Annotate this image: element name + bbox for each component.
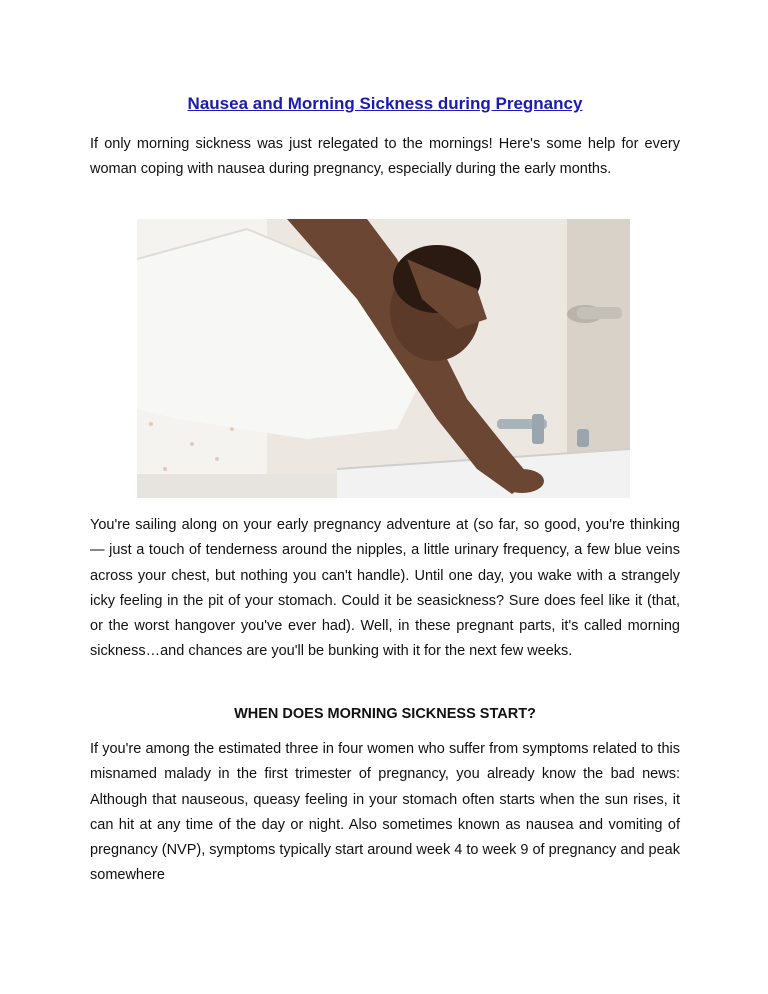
section-heading: WHEN DOES MORNING SICKNESS START? bbox=[234, 706, 536, 722]
intro-paragraph: If only morning sickness was just relegated to the mornings! Here's some help for every woman coping with nausea during pregnancy, especially during the early months. bbox=[90, 136, 680, 178]
body-paragraph-2: If you're among the estimated three in four women who suffer from symptoms related to this misnamed malady in the first trimester of pregnancy, you already know the bad news: Although that nauseous, queasy feeling in your stomach often starts when the sun rises, it can hit at any time of the day or night. Also sometimes known as nausea and vomiting of pregnancy (NVP), symptoms typically start around week 4 to week 9 of pregnancy and peak somewhere bbox=[90, 741, 680, 884]
woman-at-sink-photo bbox=[137, 219, 630, 498]
page-title[interactable]: Nausea and Morning Sickness during Pregnancy bbox=[187, 94, 583, 113]
body-paragraph-1: You're sailing along on your early pregnancy adventure at (so far, so good, you're thinking — just a touch of tenderness around the nipples, a little urinary frequency, a few blue veins across your chest, but nothing you can't handle). Until one day, you wake with a strangely icky feeling in the pit of your stomach. Could it be seasickness? Sure does feel like it (that, or the worst hangover you've ever had). Well, in these pregnant parts, it's called morning sickness…and chances are you'll be bunking with it for the next few weeks. bbox=[90, 517, 680, 660]
